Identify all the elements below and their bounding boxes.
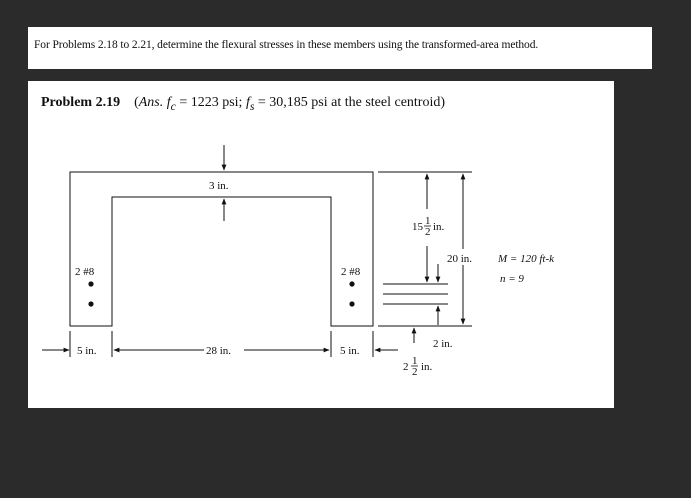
left-bars-label: 2 #8 — [75, 266, 95, 278]
top-thickness-label: 3 in. — [209, 180, 229, 192]
right-bars-label: 2 #8 — [341, 266, 361, 278]
instruction-banner — [28, 27, 652, 69]
left-bar-lower — [88, 301, 93, 306]
right-leg-label: 5 in. — [340, 345, 360, 357]
fc-symbol: f — [166, 95, 171, 110]
problem-number: Problem 2.19 — [41, 95, 121, 110]
svg-text:2: 2 — [403, 361, 409, 373]
modular-ratio-label: n = 9 — [500, 273, 524, 285]
fs-subscript: s — [249, 99, 255, 113]
cover-label — [403, 355, 433, 378]
answer-label: Ans. — [138, 95, 164, 110]
svg-text:1: 1 — [412, 355, 418, 367]
section-outline — [70, 172, 373, 326]
svg-text:in.: in. — [433, 221, 445, 233]
fs-symbol: f — [245, 95, 250, 110]
instruction-text: For Problems 2.18 to 2.21, determine the flexural stresses in these members using the transformed-area method. — [34, 39, 539, 51]
left-bar-upper — [88, 281, 93, 286]
total-depth-label: 20 in. — [447, 253, 473, 265]
problem-card — [28, 81, 614, 408]
answer-text: (Ans. $f_c = 1223$ psi; $f_s = 30,185$ psi at the steel centroid) — [134, 95, 446, 113]
svg-text:in.: in. — [421, 361, 433, 373]
svg-text:15: 15 — [412, 221, 423, 233]
fc-value: = 1223 psi; — [175, 95, 246, 110]
moment-label: M = 120 ft-k — [498, 253, 554, 265]
svg-text:1: 1 — [425, 215, 431, 227]
right-bar-lower — [349, 301, 354, 306]
fc-subscript: c — [170, 99, 176, 113]
right-bar-upper — [349, 281, 354, 286]
beam-section-figure — [28, 81, 614, 408]
svg-text:2: 2 — [425, 226, 431, 238]
svg-text:2: 2 — [412, 366, 418, 378]
left-leg-label: 5 in. — [77, 345, 97, 357]
fs-value: = 30,185 psi at the steel centroid) — [254, 95, 446, 110]
bar-spacing-label: 2 in. — [433, 338, 453, 350]
upper-dim-label — [412, 215, 445, 238]
clear-span-label: 28 in. — [206, 345, 232, 357]
